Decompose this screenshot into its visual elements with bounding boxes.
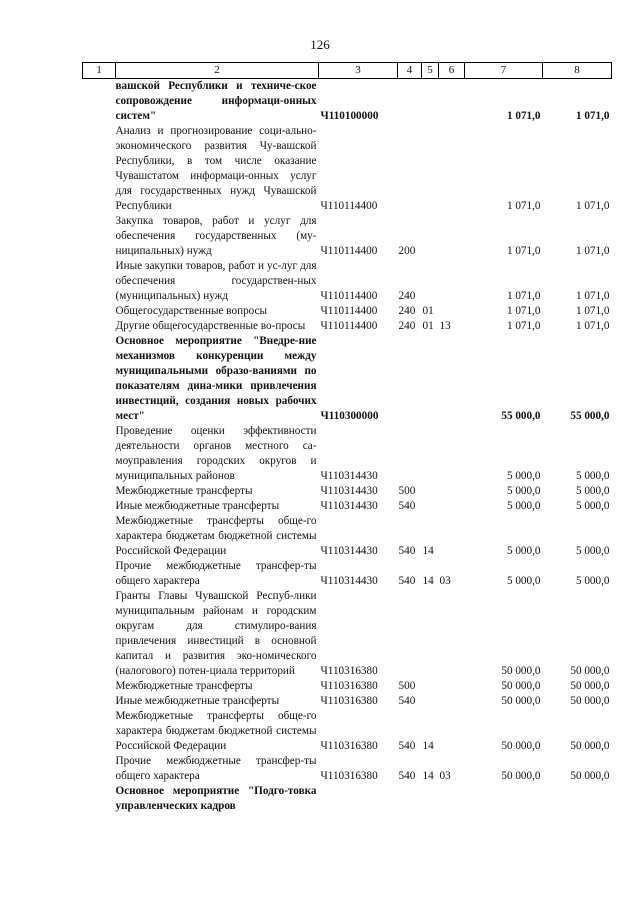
row-amount-col7: 1 071,0 — [506, 200, 541, 212]
table-row — [83, 319, 612, 334]
table-row — [83, 214, 612, 259]
row-expense-type: 540 — [398, 740, 416, 752]
row-col1-cell — [83, 754, 116, 784]
table-row — [83, 499, 612, 514]
row-section — [422, 334, 439, 424]
row-target-code: Ч110316380 — [320, 665, 378, 677]
table-row — [83, 259, 612, 304]
row-expense-type: 540 — [398, 545, 416, 557]
row-section — [422, 679, 439, 694]
row-amount-col8: 50 000,0 — [570, 680, 610, 692]
row-amount-col7: 5 000,0 — [506, 545, 541, 557]
row-amount-col7: 5 000,0 — [506, 575, 541, 587]
row-subsection — [439, 124, 465, 214]
table-row — [83, 679, 612, 694]
row-amount-col8: 55 000,0 — [570, 410, 610, 422]
row-col1-cell — [83, 124, 116, 214]
row-amount-col7: 1 071,0 — [506, 245, 541, 257]
row-amount-col8: 5 000,0 — [575, 500, 610, 512]
table-row — [83, 334, 612, 424]
row-section — [422, 784, 439, 814]
row-col1-cell — [83, 559, 116, 589]
row-name: Проведение оценки эффективности деятельности органов местного са-моуправления городских округов и муниципальных районов — [115, 425, 317, 482]
row-col1-cell — [83, 484, 116, 499]
row-amount-col8: 5 000,0 — [575, 485, 610, 497]
table-row — [83, 424, 612, 484]
row-expense-type — [398, 589, 422, 679]
table-row — [83, 784, 612, 814]
row-subsection — [439, 214, 465, 259]
row-name: Анализ и прогнозирование соци-ально-экономического развития Чу-вашской Республики, в том числе оказание Чувашстатом информаци-онных услуг для государственных нужд Чувашской Республики — [115, 125, 317, 212]
row-section — [422, 694, 439, 709]
row-expense-type: 240 — [398, 290, 416, 302]
row-target-code: Ч110114400 — [320, 200, 378, 212]
row-amount-col7: 1 071,0 — [506, 290, 541, 302]
row-section: 14 — [422, 575, 434, 587]
row-expense-type: 540 — [398, 500, 416, 512]
row-target-code: Ч110314430 — [320, 575, 378, 587]
row-col1-cell — [83, 514, 116, 559]
row-subsection: 03 — [439, 770, 451, 782]
table-row — [83, 304, 612, 319]
row-expense-type: 240 — [398, 320, 416, 332]
row-section: 14 — [422, 740, 434, 752]
row-expense-type — [398, 334, 422, 424]
header-col-5: 5 — [422, 63, 439, 79]
row-amount-col7: 50 000,0 — [501, 665, 541, 677]
row-target-code: Ч110114400 — [320, 320, 378, 332]
row-target-code: Ч110316380 — [320, 770, 378, 782]
header-col-1: 1 — [83, 63, 116, 79]
row-expense-type — [398, 784, 422, 814]
row-name: Межбюджетные трансферты — [115, 485, 253, 497]
row-subsection — [439, 79, 465, 125]
row-name: Иные закупки товаров, работ и ус-луг для обеспечения государствен-ных (муниципальных) нужд — [115, 260, 317, 302]
row-name: Прочие межбюджетные трансфер-ты общего характера — [115, 755, 317, 782]
row-section: 14 — [422, 770, 434, 782]
row-amount-col8: 50 000,0 — [570, 695, 610, 707]
row-col1-cell — [83, 709, 116, 754]
table-row — [83, 559, 612, 589]
row-name: вашской Республики и техниче-ское сопровождение информаци-онных систем" — [115, 80, 317, 122]
row-name: Межбюджетные трансферты обще-го характера бюджетам бюджетной системы Российской Федерации — [115, 515, 317, 557]
row-section — [422, 499, 439, 514]
row-target-code: Ч110100000 — [320, 110, 379, 122]
row-name: Прочие межбюджетные трансфер-ты общего характера — [115, 560, 317, 587]
table-row — [83, 589, 612, 679]
header-col-7: 7 — [465, 63, 543, 79]
row-amount-col8: 5 000,0 — [575, 470, 610, 482]
row-expense-type — [398, 124, 422, 214]
row-amount-col8: 5 000,0 — [575, 575, 610, 587]
row-name: Межбюджетные трансферты — [115, 680, 253, 692]
row-amount-col7: 55 000,0 — [501, 410, 541, 422]
row-expense-type: 540 — [398, 695, 416, 707]
row-col1-cell — [83, 304, 116, 319]
row-expense-type: 200 — [398, 245, 416, 257]
row-name: Иные межбюджетные трансферты — [115, 500, 280, 512]
row-section — [422, 484, 439, 499]
row-section — [422, 214, 439, 259]
row-expense-type — [398, 424, 422, 484]
budget-table — [82, 62, 612, 814]
row-target-code: Ч110316380 — [320, 695, 378, 707]
column-number-header — [83, 63, 612, 79]
row-col1-cell — [83, 499, 116, 514]
row-amount-col8: 50 000,0 — [570, 665, 610, 677]
row-section — [422, 259, 439, 304]
row-amount-col7: 50 000,0 — [501, 695, 541, 707]
row-amount-col8: 50 000,0 — [570, 740, 610, 752]
row-amount-col8: 1 071,0 — [575, 245, 610, 257]
row-name: Основное мероприятие "Внедре-ние механизмов конкуренции между муниципальными образо-ваниями по показателям дина-мики привлечения инвестиций, создания новых рабочих мест" — [115, 335, 317, 422]
row-subsection — [439, 784, 465, 814]
table-body — [83, 79, 612, 815]
row-expense-type: 540 — [398, 575, 416, 587]
row-subsection: 03 — [439, 575, 451, 587]
row-amount-col8: 1 071,0 — [575, 290, 610, 302]
row-section — [422, 124, 439, 214]
row-subsection — [439, 514, 465, 559]
row-subsection — [439, 304, 465, 319]
row-name: Основное мероприятие "Подго-товка управленческих кадров — [115, 785, 317, 812]
row-amount-col7: 50 000,0 — [501, 740, 541, 752]
row-target-code: Ч110314430 — [320, 485, 378, 497]
row-section: 01 — [422, 305, 434, 317]
header-col-2: 2 — [116, 63, 319, 79]
row-col1-cell — [83, 784, 116, 814]
row-subsection — [439, 709, 465, 754]
row-name: Другие общегосударственные во-просы — [115, 320, 306, 332]
row-name: Межбюджетные трансферты обще-го характера бюджетам бюджетной системы Российской Федерации — [115, 710, 317, 752]
row-col1-cell — [83, 319, 116, 334]
row-section: 01 — [422, 320, 434, 332]
row-section — [422, 589, 439, 679]
row-subsection — [439, 679, 465, 694]
row-target-code: Ч110114400 — [320, 290, 378, 302]
row-expense-type: 540 — [398, 770, 416, 782]
table-row — [83, 754, 612, 784]
row-amount-col7: 1 071,0 — [506, 320, 541, 332]
table-row — [83, 79, 612, 125]
row-subsection — [439, 259, 465, 304]
header-col-8: 8 — [543, 63, 612, 79]
row-col1-cell — [83, 259, 116, 304]
table-row — [83, 709, 612, 754]
row-subsection — [439, 499, 465, 514]
row-amount-col8: 1 071,0 — [575, 320, 610, 332]
row-section: 14 — [422, 545, 434, 557]
header-col-6: 6 — [439, 63, 465, 79]
row-name: Иные межбюджетные трансферты — [115, 695, 280, 707]
row-subsection — [439, 484, 465, 499]
table-row — [83, 694, 612, 709]
row-amount-col7: 5 000,0 — [506, 500, 541, 512]
row-name: Общегосударственные вопросы — [115, 305, 268, 317]
row-col1-cell — [83, 214, 116, 259]
row-amount-col8: 1 071,0 — [575, 305, 610, 317]
row-amount-col7: 50 000,0 — [501, 770, 541, 782]
table-row — [83, 514, 612, 559]
row-expense-type: 500 — [398, 485, 416, 497]
row-amount-col7: 5 000,0 — [506, 470, 541, 482]
row-col1-cell — [83, 79, 116, 125]
row-section — [422, 79, 439, 125]
row-amount-col8: 1 071,0 — [575, 110, 610, 122]
row-target-code: Ч110316380 — [320, 680, 378, 692]
row-target-code: Ч110316380 — [320, 740, 378, 752]
row-amount-col8: 50 000,0 — [570, 770, 610, 782]
row-expense-type: 500 — [398, 680, 416, 692]
row-target-code — [319, 784, 398, 814]
row-expense-type: 240 — [398, 305, 416, 317]
row-subsection — [439, 694, 465, 709]
row-amount-col7: 1 071,0 — [506, 305, 541, 317]
row-amount-col7 — [465, 784, 543, 814]
row-amount-col7: 5 000,0 — [506, 485, 541, 497]
row-amount-col8 — [543, 784, 612, 814]
row-amount-col7: 1 071,0 — [506, 110, 541, 122]
row-subsection — [439, 424, 465, 484]
row-subsection: 13 — [439, 320, 451, 332]
row-amount-col8: 1 071,0 — [575, 200, 610, 212]
row-target-code: Ч110314430 — [320, 545, 378, 557]
row-col1-cell — [83, 679, 116, 694]
row-target-code: Ч110114400 — [320, 245, 378, 257]
row-name: Гранты Главы Чувашской Респуб-лики муниципальным районам и городским округам для стимулиро-вания привлечения инвестиций в основной капитал и развития эко-номического (налогового) потен-циала территорий — [115, 590, 317, 677]
header-col-3: 3 — [319, 63, 398, 79]
row-col1-cell — [83, 589, 116, 679]
table-row — [83, 484, 612, 499]
row-name: Закупка товаров, работ и услуг для обеспечения государственных (му-ниципальных) нужд — [115, 215, 317, 257]
row-col1-cell — [83, 334, 116, 424]
header-col-4: 4 — [398, 63, 422, 79]
table-row — [83, 124, 612, 214]
row-col1-cell — [83, 694, 116, 709]
row-section — [422, 424, 439, 484]
row-amount-col7: 50 000,0 — [501, 680, 541, 692]
row-expense-type — [398, 79, 422, 125]
row-subsection — [439, 589, 465, 679]
row-target-code: Ч110114400 — [320, 305, 378, 317]
row-col1-cell — [83, 424, 116, 484]
row-target-code: Ч110300000 — [320, 410, 379, 422]
page-number: 126 — [310, 37, 330, 52]
row-subsection — [439, 334, 465, 424]
row-target-code: Ч110314430 — [320, 500, 378, 512]
row-target-code: Ч110314430 — [320, 470, 378, 482]
row-amount-col8: 5 000,0 — [575, 545, 610, 557]
